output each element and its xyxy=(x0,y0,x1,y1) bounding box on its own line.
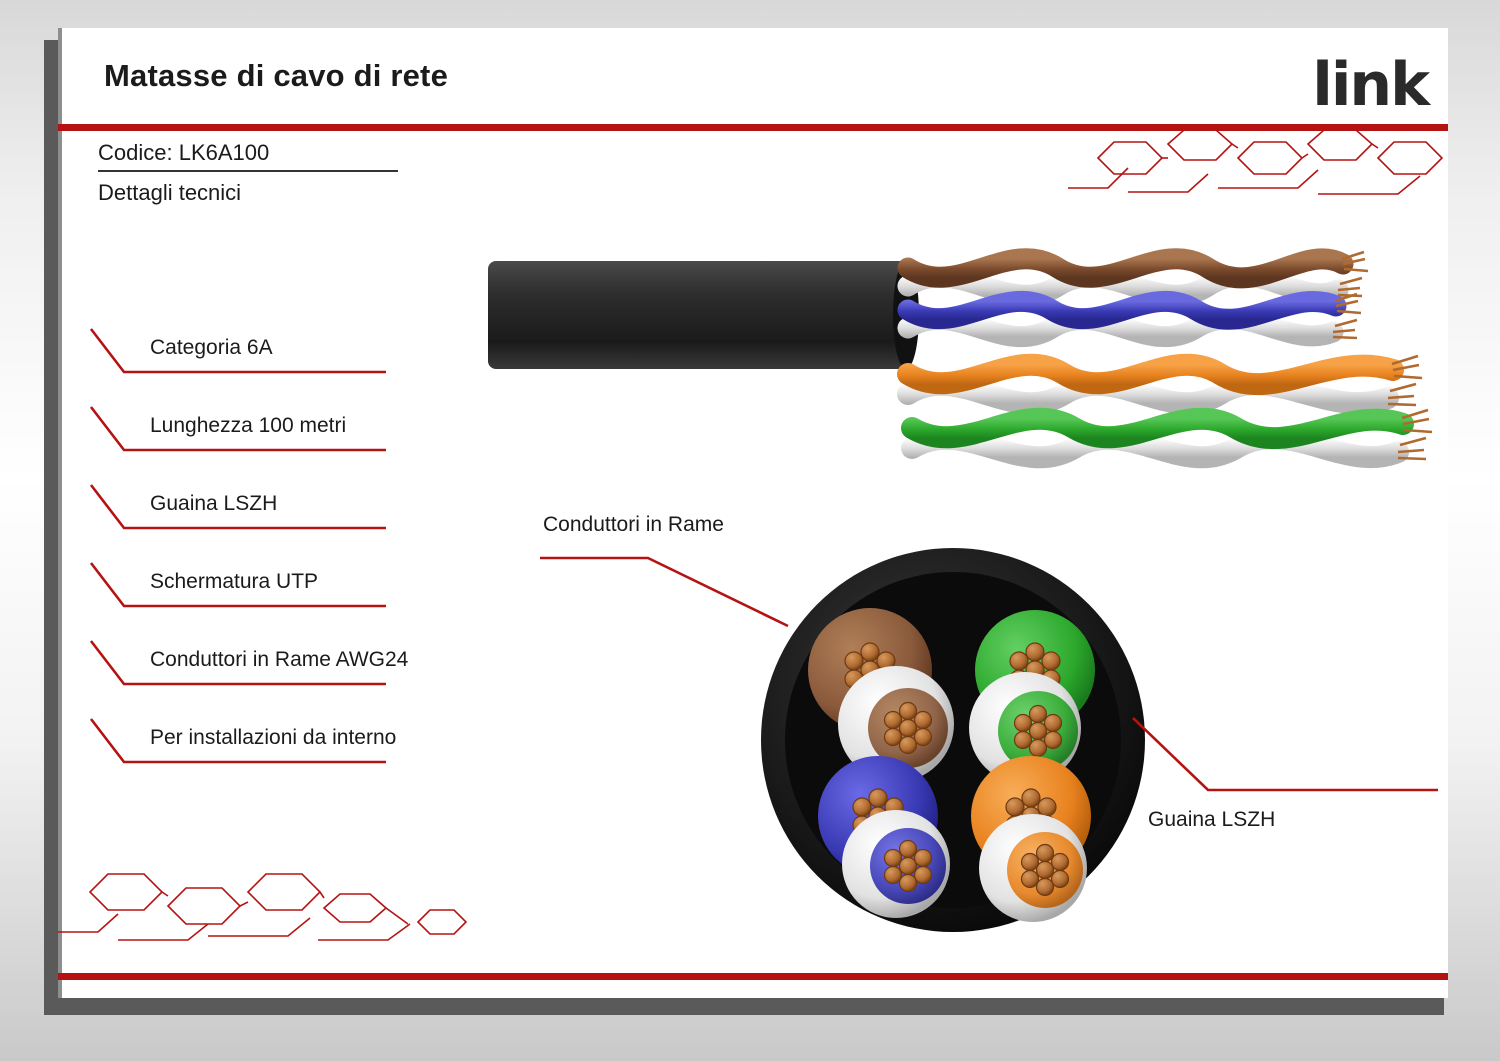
feature-label: Guaina LSZH xyxy=(150,492,278,515)
product-illustration xyxy=(488,158,1438,978)
list-item xyxy=(86,324,416,402)
page-title: Matasse di cavo di rete xyxy=(104,58,449,93)
list-item xyxy=(86,636,416,714)
feature-label: Lunghezza 100 metri xyxy=(150,414,347,437)
brand-logo: link xyxy=(1312,50,1428,120)
callout-jacket-label: Guaina LSZH xyxy=(1148,808,1276,831)
list-item xyxy=(86,480,416,558)
footer-divider xyxy=(58,973,1448,980)
cable-side-view-image xyxy=(488,198,1438,558)
feature-list xyxy=(86,324,416,792)
list-item xyxy=(86,714,416,792)
product-code: Codice: LK6A100 xyxy=(98,140,398,172)
feature-label: Per installazioni da interno xyxy=(150,726,397,749)
hexagon-decoration-icon xyxy=(58,862,498,972)
code-block xyxy=(98,140,398,206)
cable-cross-section-image xyxy=(698,528,1258,988)
list-item xyxy=(86,402,416,480)
feature-label: Categoria 6A xyxy=(150,336,273,359)
list-item xyxy=(86,558,416,636)
feature-label: Conduttori in Rame AWG24 xyxy=(150,648,409,671)
header-divider xyxy=(58,124,1448,131)
product-sheet xyxy=(58,28,1448,998)
callout-conductors-label: Conduttori in Rame xyxy=(543,513,724,536)
technical-details-label: Dettagli tecnici xyxy=(98,180,242,205)
sheet-header xyxy=(58,28,1448,126)
feature-label: Schermatura UTP xyxy=(150,570,319,593)
sheet-left-edge xyxy=(58,28,62,998)
